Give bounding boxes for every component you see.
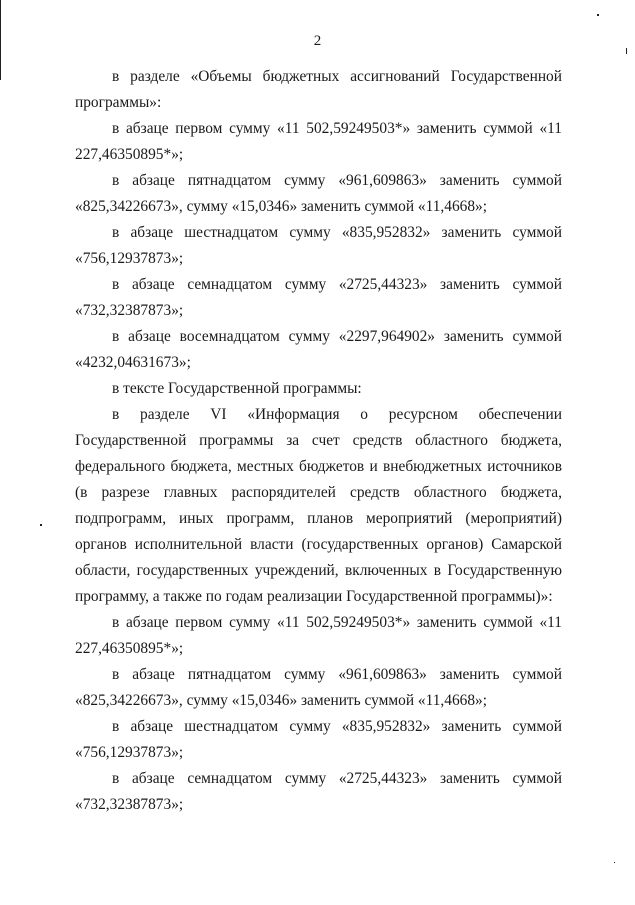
page-number: 2 [313,33,322,49]
paragraph-first-amount: в абзаце первом сумму «11 502,59249503*» заменить суммой «11 227,46350895*»; [75,120,562,163]
paragraph-seventeenth-amount: в абзаце семнадцатом сумму «2725,44323» заменить суммой «732,32387873»; [75,276,562,319]
paragraph-first-amount-2: в абзаце первом сумму «11 502,59249503*» заменить суммой «11 227,46350895*»; [75,614,562,657]
paragraph-section-vi: в разделе VI «Информация о ресурсном обеспечении Государственной программы за счет средств областного бюджета, федерального бюджета, местных бюджетов и внебюджетных источников (в разрезе главных распорядителей средств областного бюджета, подпрограмм, иных программ, планов мероприятий (мероприятий) органов исполнительной власти (государственных органов) Самарской области, государственных учреждений, включенных в Государственную программу, а также по годам реализации Государственной программы)»: [75,406,562,605]
scan-artifact-dot [626,48,627,54]
scan-artifact-dot [597,14,599,16]
scan-artifact-dot [614,862,615,863]
paragraph-seventeenth-amount-2: в абзаце семнадцатом сумму «2725,44323» заменить суммой «732,32387873»; [75,770,562,813]
paragraph-sixteenth-amount: в абзаце шестнадцатом сумму «835,952832» заменить суммой «756,12937873»; [75,224,562,267]
paragraph-program-text: в тексте Государственной программы: [112,380,362,397]
paragraph-fifteenth-amount: в абзаце пятнадцатом сумму «961,609863» заменить суммой «825,34226673», сумму «15,0346» заменить суммой «11,4668»; [75,172,562,215]
paragraph-eighteenth-amount: в абзаце восемнадцатом сумму «2297,964902» заменить суммой «4232,04631673»; [75,328,562,371]
document-body [75,64,562,818]
paragraph-budget-section: в разделе «Объемы бюджетных ассигнований Государственной программы»: [75,68,562,111]
scan-artifact-left-edge [0,0,1,80]
paragraph-fifteenth-amount-2: в абзаце пятнадцатом сумму «961,609863» заменить суммой «825,34226673», сумму «15,0346» заменить суммой «11,4668»; [75,666,562,709]
scan-artifact-dot [40,524,42,526]
paragraph-sixteenth-amount-2: в абзаце шестнадцатом сумму «835,952832» заменить суммой «756,12937873»; [75,718,562,761]
